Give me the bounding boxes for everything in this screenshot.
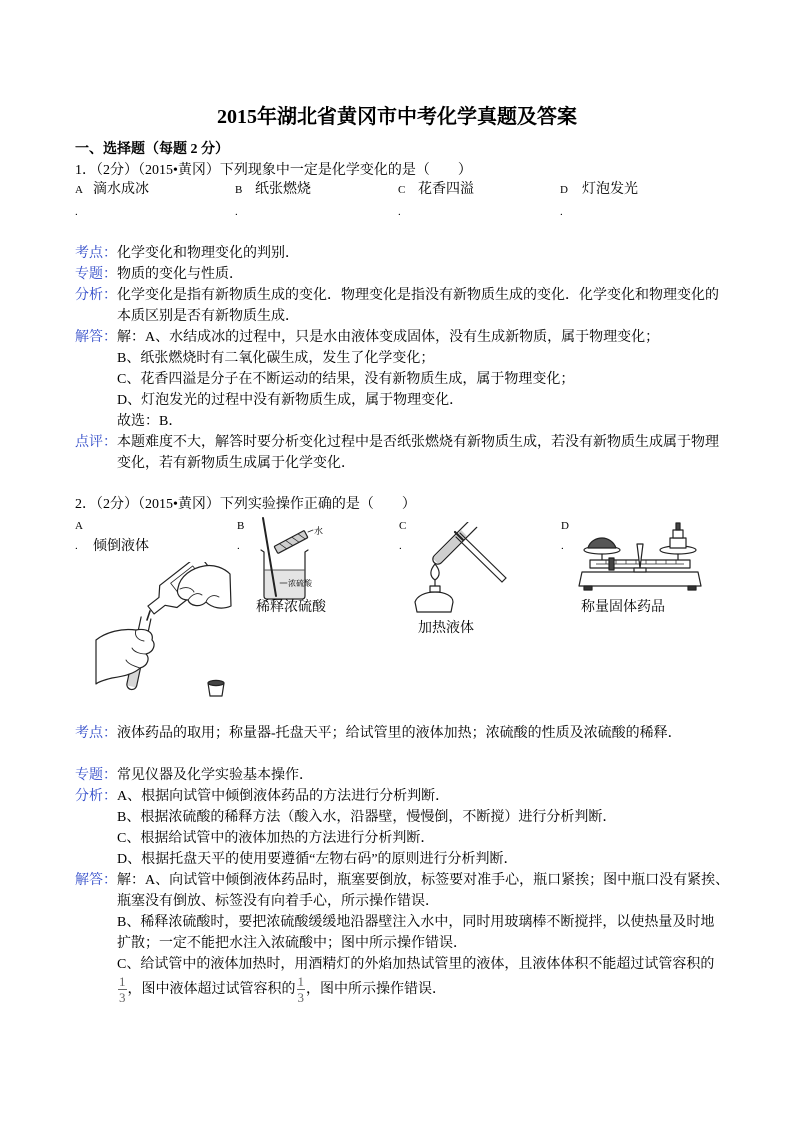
liquid-stream	[147, 611, 150, 620]
lamp-neck	[430, 586, 440, 592]
fenxi-text: D、根据托盘天平的使用要遵循“左物右码”的原则进行分析判断．	[117, 852, 518, 867]
q2-kaodian-row	[75, 723, 755, 744]
weight	[673, 530, 683, 538]
option-text: 花香四溢	[418, 182, 474, 197]
jieda-text: D、灯泡发光的过程中没有新物质生成，属于物理变化．	[117, 393, 464, 408]
fraction-denominator: 3	[119, 990, 126, 1006]
balance-foot	[688, 586, 696, 590]
q2-option-d-letter: D	[561, 520, 569, 532]
option-letter: C	[398, 184, 406, 196]
answer-choice: 故选：B．	[117, 414, 183, 429]
jieda-text: 解：A、向试管中倾倒液体药品时，瓶塞要倒放，标签要对准手心，瓶口紧挨；图中瓶口没有紧挨、	[117, 873, 730, 888]
option-letter: D	[560, 184, 568, 196]
zhuanti-text: 物质的变化与性质．	[117, 267, 243, 282]
kaodian-text: 化学变化和物理变化的判别．	[117, 246, 299, 261]
bottle-stopper	[208, 680, 224, 696]
fenxi-text: 本质区别是否有新物质生成．	[117, 309, 299, 324]
q2-option-b-caption: 稀释浓硫酸	[256, 600, 326, 615]
fenxi-text: 化学变化是指有新物质生成的变化．物理变化是指没有新物质生成的变化．化学变化和物理变化的	[117, 288, 719, 303]
q2-analysis	[75, 723, 755, 1005]
option-text: 滴水成冰	[93, 182, 149, 197]
fenxi-text: C、根据给试管中的液体加热的方法进行分析判断．	[117, 831, 435, 846]
q1-jieda-row	[75, 327, 755, 432]
section-heading: 一、选择题（每题 2 分）	[75, 142, 229, 157]
jieda-text: 解：A、水结成冰的过程中，只是水由液体变成固体，没有生成新物质，属于物理变化；	[117, 330, 660, 345]
kaodian-text: 液体药品的取用；称量器-托盘天平；给试管里的液体加热；浓硫酸的性质及浓硫酸的稀释．	[117, 726, 682, 741]
test-tube-holder	[455, 532, 506, 582]
option-dot: .	[398, 206, 401, 218]
weight-knob	[676, 523, 680, 530]
q2-option-b-dot: .	[237, 540, 240, 552]
q2-option-c-dot: .	[399, 540, 402, 552]
zhuanti-label: 专题：	[75, 267, 117, 282]
zhuanti-text: 常见仪器及化学实验基本操作．	[117, 768, 313, 783]
acid-label: 浓硫酸	[288, 579, 312, 588]
heating-liquid-illustration	[411, 522, 511, 614]
fraction	[118, 975, 127, 1004]
pouring-liquid-illustration	[94, 562, 232, 704]
pouring-vessel	[274, 531, 308, 554]
q1-zhuanti-row	[75, 264, 755, 285]
rider	[609, 558, 614, 570]
q2-zhuanti-row	[75, 765, 755, 786]
q1-kaodian-row	[75, 243, 755, 264]
jieda-label: 解答：	[75, 873, 117, 888]
dianping-label: 点评：	[75, 435, 117, 450]
q1-fenxi-row	[75, 285, 755, 327]
weight	[670, 538, 686, 548]
option-text: 纸张燃烧	[255, 182, 311, 197]
fenxi-label: 分析：	[75, 789, 117, 804]
q2-stem: 2．（2分）（2015•黄冈）下列实验操作正确的是（ ）	[75, 497, 416, 512]
q2-option-d-dot: .	[561, 540, 564, 552]
fraction-numerator: 1	[297, 974, 304, 990]
jieda-text: 瓶塞没有倒放、标签没有向着手心，所示操作错误．	[117, 894, 439, 909]
fenxi-text: A、根据向试管中倾倒液体药品的方法进行分析判断．	[117, 789, 450, 804]
kaodian-label: 考点：	[75, 726, 117, 741]
q2-option-d-caption: 称量固体药品	[581, 600, 665, 615]
water-label: 水	[314, 527, 324, 537]
q1-stem: 1．（2分）（2015•黄冈）下列现象中一定是化学变化的是（ ）	[75, 163, 472, 178]
water-leader-line	[308, 530, 313, 532]
q2-option-c-caption: 加热液体	[418, 621, 474, 636]
q2-option-a-dot: .	[75, 540, 78, 552]
flame	[431, 564, 439, 580]
kaodian-label: 考点：	[75, 246, 117, 261]
fraction-denominator: 3	[297, 990, 304, 1006]
option-letter: B	[235, 184, 243, 196]
option-dot: .	[560, 206, 563, 218]
balance-foot	[584, 586, 592, 590]
q2-option-a-caption: 倾倒液体	[93, 539, 149, 554]
option-dot: .	[235, 206, 238, 218]
option-text: 灯泡发光	[582, 182, 638, 197]
fraction-line-text: ，图中液体超过试管容积的	[127, 982, 296, 997]
q2-option-a-letter: A	[75, 520, 83, 532]
fenxi-text: B、根据浓硫酸的稀释方法（酸入水，沿器壁，慢慢倒，不断搅）进行分析判断．	[117, 810, 617, 825]
fraction-line	[117, 975, 755, 1005]
q2-jieda-row	[75, 870, 755, 1005]
diluting-acid-illustration	[256, 516, 328, 600]
q2-option-c-letter: C	[399, 520, 407, 532]
q1-analysis	[75, 243, 755, 474]
option-dot: .	[75, 206, 78, 218]
jieda-text: C、花香四溢是分子在不断运动的结果，没有新物质生成，属于物理变化；	[117, 372, 575, 387]
left-pan-load	[588, 538, 616, 548]
fraction-numerator: 1	[119, 974, 126, 990]
q2-option-b-letter: B	[237, 520, 245, 532]
page-title: 2015年湖北省黄冈市中考化学真题及答案	[217, 106, 577, 128]
pointer-base	[634, 568, 646, 572]
fenxi-label: 分析：	[75, 288, 117, 303]
jieda-text: B、纸张燃烧时有二氧化碳生成，发生了化学变化；	[117, 351, 435, 366]
jieda-text: 扩散；一定不能把水注入浓硫酸中；图中所示操作错误．	[117, 936, 467, 951]
dianping-text: 变化，若有新物质生成属于化学变化．	[117, 456, 355, 471]
fraction	[297, 975, 306, 1004]
option-letter: A	[75, 184, 83, 196]
alcohol-lamp	[415, 592, 453, 612]
left-hand	[96, 629, 154, 684]
balance-illustration	[576, 518, 704, 598]
fraction-line-text: ，图中所示操作错误．	[306, 982, 446, 997]
q2-fenxi-row	[75, 786, 755, 870]
heated-test-tube	[431, 522, 477, 566]
jieda-text: B、稀释浓硫酸时，要把浓硫酸缓缓地沿器壁注入水中，同时用玻璃棒不断搅拌，以使热量及时地	[117, 915, 715, 930]
q1-dianping-row	[75, 432, 755, 474]
jieda-label: 解答：	[75, 330, 117, 345]
dianping-text: 本题难度不大，解答时要分析变化过程中是否纸张燃烧有新物质生成，若没有新物质生成属于物理	[117, 435, 719, 450]
zhuanti-label: 专题：	[75, 768, 117, 783]
balance-base	[579, 572, 701, 586]
jieda-text: C、给试管中的液体加热时，用酒精灯的外焰加热试管里的液体，且液体体积不能超过试管容积的	[117, 957, 715, 972]
